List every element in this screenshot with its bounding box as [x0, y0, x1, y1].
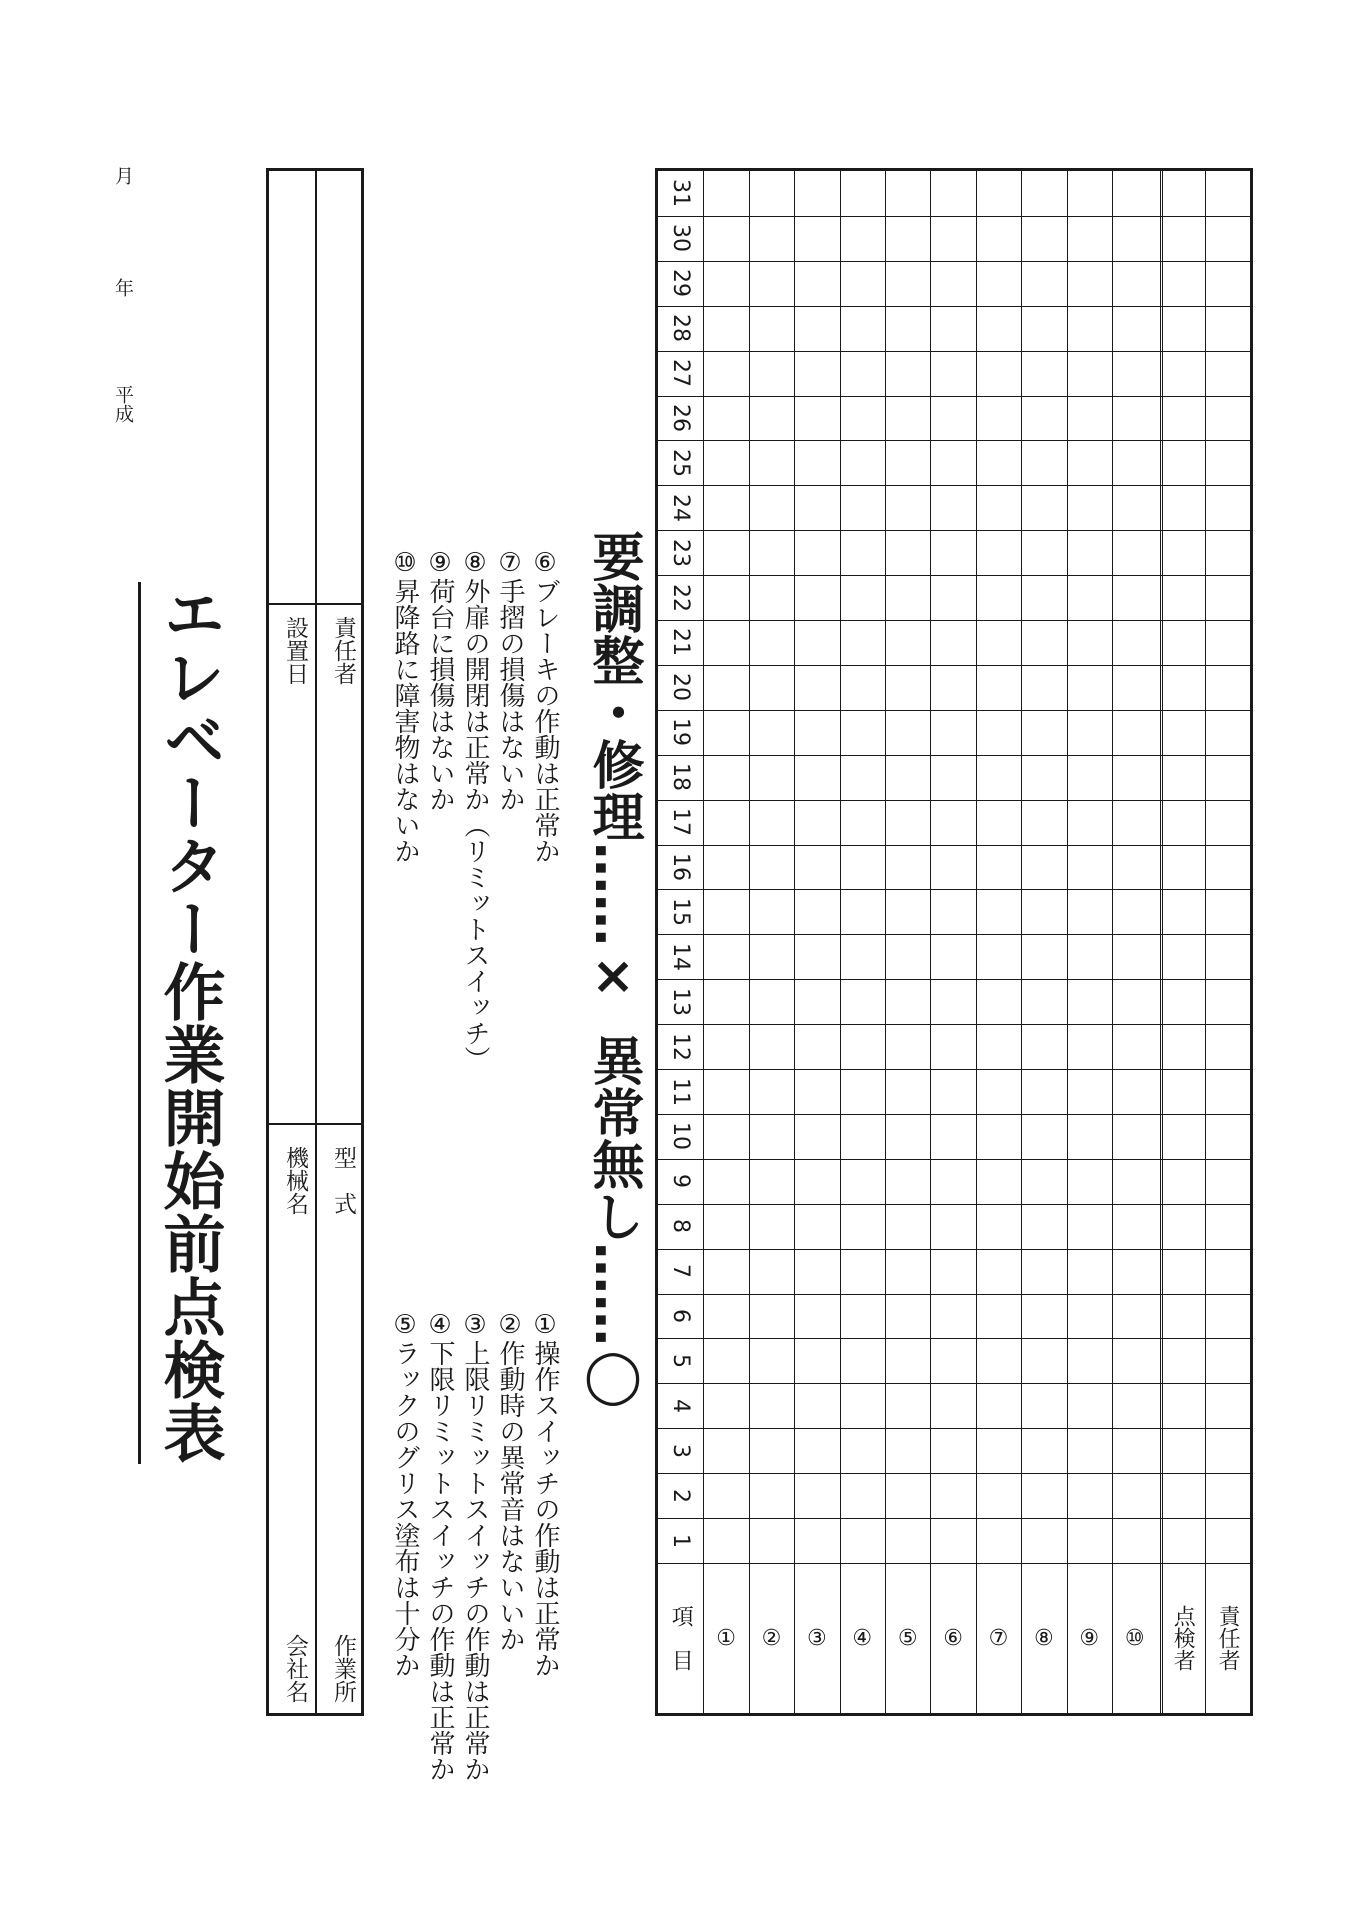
day-number: 26 [668, 403, 694, 432]
company-label: 会社名 [282, 1634, 308, 1703]
item-number: ⑩ [1122, 1625, 1148, 1651]
manager-row-label: 責任者 [1215, 1605, 1241, 1671]
page-title: エレベーター作業開始前点検表 [138, 582, 234, 1464]
day-number: 28 [668, 314, 694, 343]
check-item: ⑨荷台に損傷はないか [425, 548, 455, 812]
check-item: ⑤ラックのグリス塗布は十分か [390, 1310, 420, 1678]
item-number: ⑨ [1076, 1625, 1102, 1651]
machine-label: 機械名 [282, 1146, 308, 1215]
site-label: 作業所 [330, 1634, 356, 1703]
check-item: ⑩昇降路に障害物はないか [390, 548, 420, 864]
item-number: ④ [849, 1625, 875, 1651]
day-number: 21 [668, 628, 694, 657]
day-number: 14 [668, 942, 694, 971]
item-number: ⑦ [986, 1625, 1011, 1651]
day-number: 10 [668, 1122, 694, 1151]
day-number: 11 [668, 1077, 694, 1106]
item-number: ① [713, 1625, 739, 1651]
check-item: ⑥ブレーキの作動は正常か [530, 548, 560, 864]
day-number: 7 [668, 1264, 694, 1279]
check-item: ③上限リミットスイッチの作動は正常か [460, 1310, 490, 1782]
check-item: ⑦手摺の損傷はないか [495, 548, 525, 812]
day-number: 24 [668, 493, 694, 522]
check-item: ④下限リミットスイッチの作動は正常か [425, 1310, 455, 1782]
day-number: 18 [668, 763, 694, 792]
day-number: 19 [668, 718, 694, 747]
item-number: ⑤ [895, 1625, 921, 1651]
check-item: ⑧外扉の開閉は正常か（リミットスイッチ） [460, 548, 490, 1072]
legend-ng: 要調整・修理……× [583, 530, 643, 1006]
item-number: ③ [804, 1625, 830, 1651]
day-number: 4 [668, 1398, 694, 1413]
item-header: 項 目 [668, 1605, 694, 1671]
info-table [266, 168, 364, 1716]
day-number: 6 [668, 1309, 694, 1324]
legend-ok: 異常無し……◯ [583, 1034, 643, 1406]
check-item: ②作動時の異常音はないいか [495, 1310, 525, 1652]
day-number: 1 [668, 1533, 694, 1548]
item-number: ⑧ [1031, 1625, 1057, 1651]
day-number: 8 [668, 1219, 694, 1234]
inspector-label: 点検者 [1170, 1605, 1196, 1671]
day-number: 20 [668, 673, 694, 702]
day-number: 30 [668, 224, 694, 253]
day-number: 9 [668, 1174, 694, 1189]
day-number: 15 [668, 897, 694, 926]
day-number: 27 [668, 359, 694, 388]
day-number: 13 [668, 987, 694, 1016]
check-item: ①操作スイッチの作動は正常か [530, 1310, 560, 1678]
check-items-right [387, 548, 562, 1072]
day-number: 16 [668, 852, 694, 881]
day-number: 29 [668, 269, 694, 298]
month-label: 月 [112, 166, 134, 185]
day-number: 2 [668, 1488, 694, 1503]
model-label: 型 式 [330, 1146, 356, 1215]
inspection-grid [655, 168, 1253, 1716]
day-number: 31 [668, 179, 694, 208]
item-number: ② [759, 1625, 784, 1651]
day-number: 3 [668, 1443, 694, 1458]
install-date-label: 設置日 [282, 616, 308, 685]
day-number: 22 [668, 583, 694, 612]
day-number: 25 [668, 448, 694, 477]
manager-label: 責任者 [330, 616, 356, 685]
day-number: 5 [668, 1353, 694, 1368]
item-number: ⑥ [940, 1625, 966, 1651]
day-number: 12 [668, 1032, 694, 1061]
day-number: 17 [668, 808, 694, 837]
check-items-left [387, 1310, 562, 1782]
era-label: 平成 [112, 385, 134, 423]
year-label: 年 [112, 278, 134, 297]
day-number: 23 [668, 538, 694, 567]
